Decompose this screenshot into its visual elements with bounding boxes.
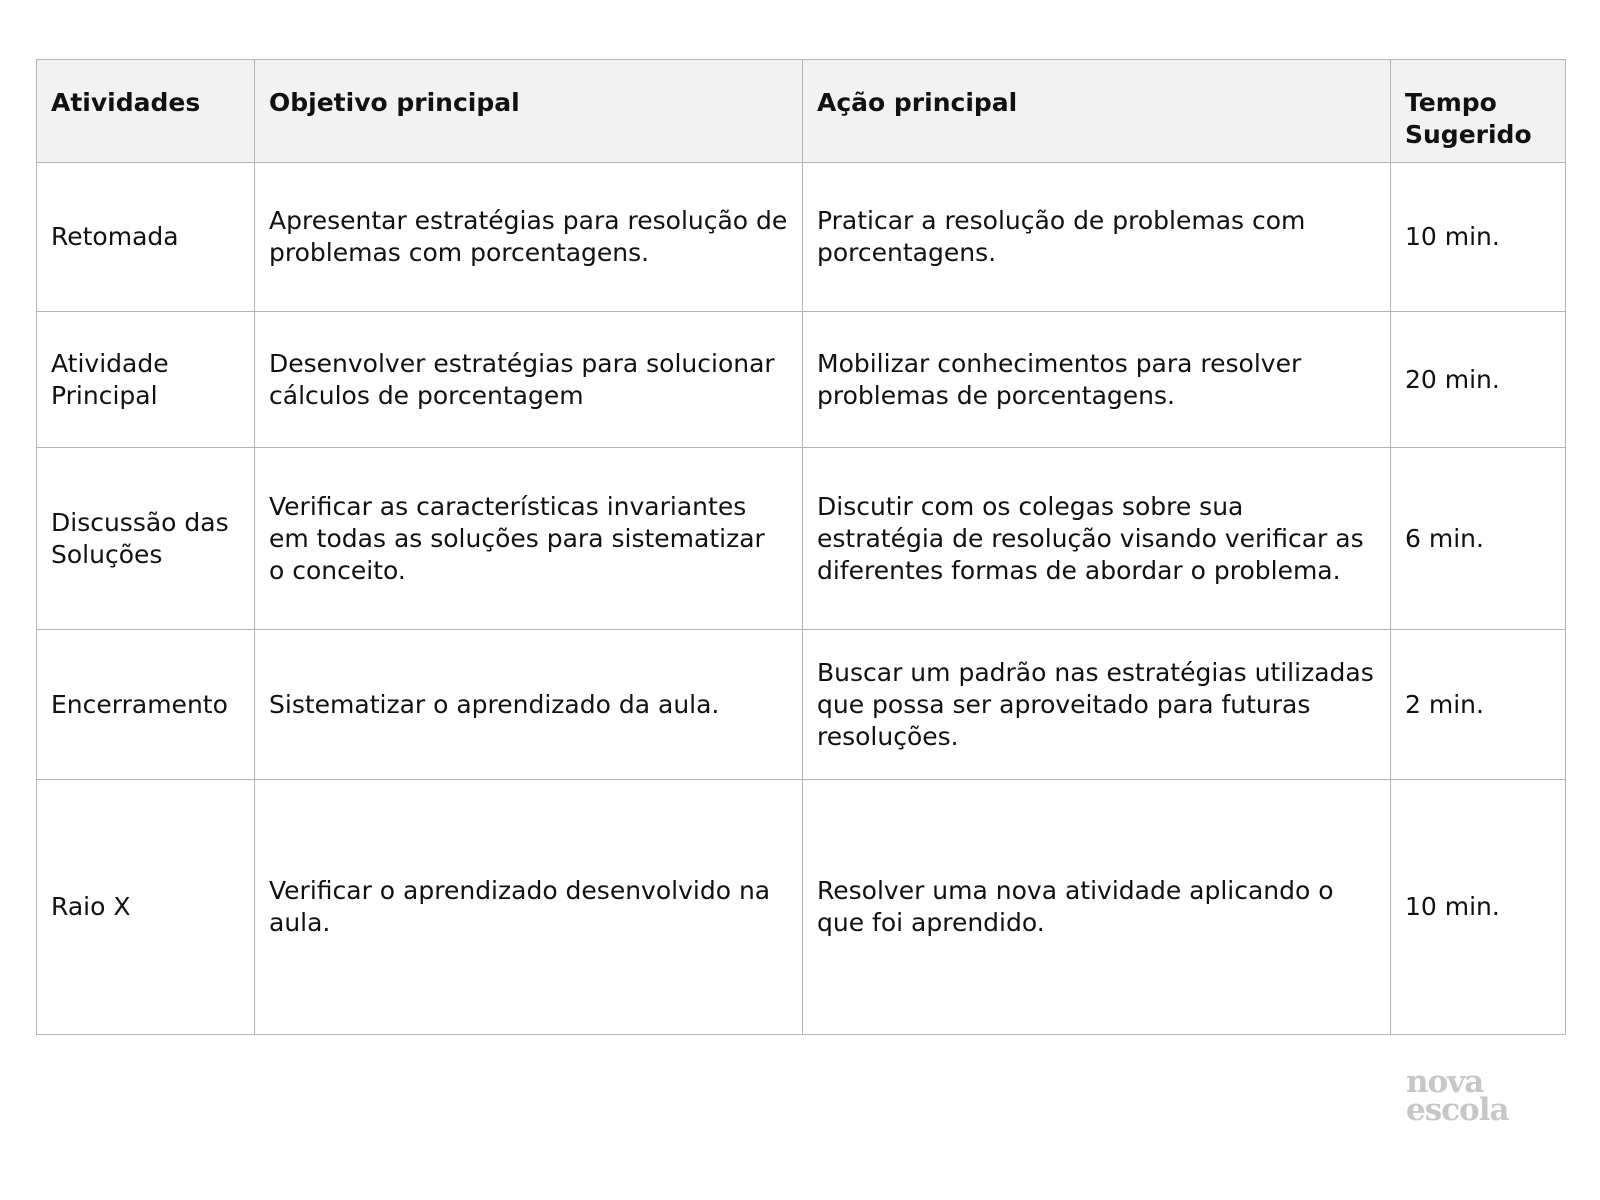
table-header-row [37,60,1566,163]
header-acao-principal: Ação principal [803,60,1391,163]
cell-tempo: 20 min. [1391,312,1566,448]
logo-line-escola: escola [1406,1092,1509,1128]
activities-table [36,59,1566,1035]
table-row [37,780,1566,1035]
cell-objetivo: Verificar as características invariantes em todas as soluções para sistematizar o conceito. [255,448,803,630]
cell-tempo: 2 min. [1391,630,1566,780]
cell-acao: Praticar a resolução de problemas com porcentagens. [803,163,1391,312]
cell-objetivo: Desenvolver estratégias para solucionar cálculos de porcentagem [255,312,803,448]
cell-objetivo: Apresentar estratégias para resolução de problemas com porcentagens. [255,163,803,312]
table-row [37,448,1566,630]
cell-atividade: Encerramento [37,630,255,780]
table-row [37,163,1566,312]
header-tempo-sugerido: Tempo Sugerido [1391,60,1566,163]
cell-atividade: Retomada [37,163,255,312]
cell-atividade: Discussão das Soluções [37,448,255,630]
cell-atividade: Raio X [37,780,255,1035]
cell-acao: Resolver uma nova atividade aplicando o que foi aprendido. [803,780,1391,1035]
cell-tempo: 10 min. [1391,163,1566,312]
logo-line-nova: nova [1406,1064,1484,1100]
cell-acao: Mobilizar conhecimentos para resolver problemas de porcentagens. [803,312,1391,448]
header-objetivo-principal: Objetivo principal [255,60,803,163]
cell-acao: Discutir com os colegas sobre sua estratégia de resolução visando verificar as diferentes formas de abordar o problema. [803,448,1391,630]
cell-atividade: Atividade Principal [37,312,255,448]
cell-objetivo: Verificar o aprendizado desenvolvido na aula. [255,780,803,1035]
cell-tempo: 6 min. [1391,448,1566,630]
table-row [37,312,1566,448]
nova-escola-logo [1406,1064,1526,1128]
cell-tempo: 10 min. [1391,780,1566,1035]
header-atividades: Atividades [37,60,255,163]
cell-acao: Buscar um padrão nas estratégias utilizadas que possa ser aproveitado para futuras resoluções. [803,630,1391,780]
table-row [37,630,1566,780]
cell-objetivo: Sistematizar o aprendizado da aula. [255,630,803,780]
